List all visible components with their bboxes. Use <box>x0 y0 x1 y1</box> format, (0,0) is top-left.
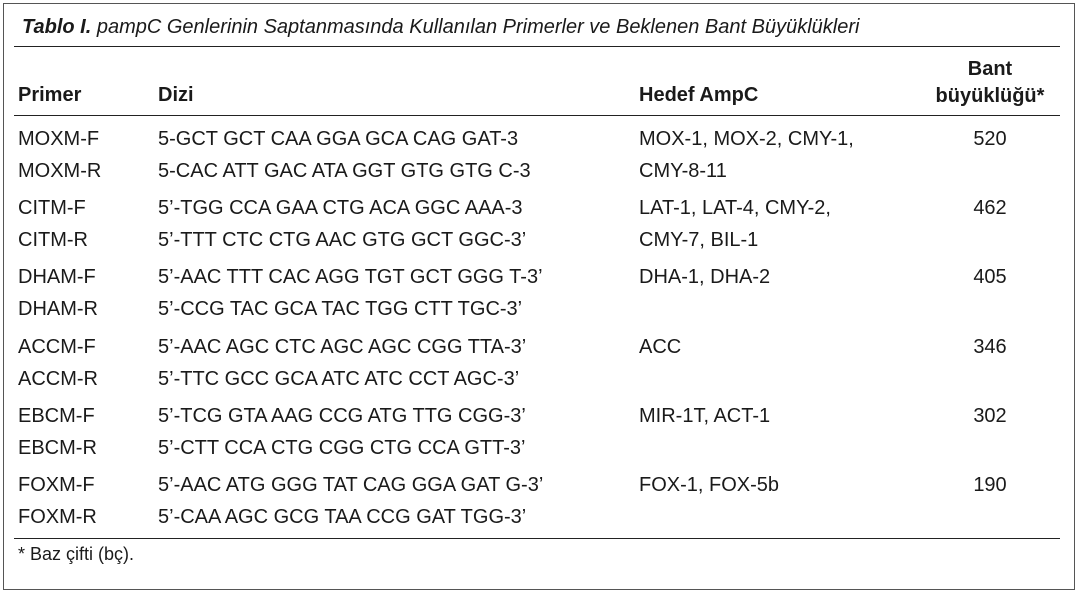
dizi-forward: 5’-TGG CCA GAA CTG ACA GGC AAA-3 <box>158 197 523 219</box>
table-row <box>0 400 1079 460</box>
table-row <box>0 331 1079 391</box>
hedef-line1: LAT-1, LAT-4, CMY-2, <box>639 197 831 219</box>
bant-cell: 405 <box>973 266 1007 288</box>
caption-text: pampC Genlerinin Saptanmasında Kullanılan Primerler ve Beklenen Bant Büyüklükleri <box>91 16 860 38</box>
hedef-line1: DHA-1, DHA-2 <box>639 266 771 288</box>
top-rule <box>14 46 1060 47</box>
table-row <box>0 261 1079 321</box>
primer-forward: FOXM-F <box>18 474 95 496</box>
primer-cell <box>18 469 97 533</box>
hedef-line1: ACC <box>639 336 682 358</box>
header-hedef: Hedef AmpC <box>639 84 759 106</box>
table-caption <box>22 16 859 39</box>
header-rule <box>14 115 1060 116</box>
primer-cell <box>18 400 97 464</box>
dizi-forward: 5’-TCG GTA AAG CCG ATG TTG CGG-3’ <box>158 405 526 427</box>
primer-reverse: MOXM-R <box>18 160 102 182</box>
table-row <box>0 192 1079 252</box>
hedef-line1: MOX-1, MOX-2, CMY-1, <box>639 128 854 150</box>
primer-reverse: EBCM-R <box>18 437 97 459</box>
hedef-line2: CMY-8-11 <box>639 160 727 182</box>
hedef-cell <box>639 331 681 363</box>
primer-forward: EBCM-F <box>18 405 95 427</box>
bant-cell: 190 <box>973 474 1007 496</box>
dizi-reverse: 5’-CTT CCA CTG CGG CTG CCA GTT-3’ <box>158 437 526 459</box>
hedef-cell <box>639 123 854 187</box>
primer-cell <box>18 331 98 395</box>
header-bant-line2: büyüklüğü* <box>935 85 1045 107</box>
hedef-line1: MIR-1T, ACT-1 <box>639 405 771 427</box>
dizi-reverse: 5-CAC ATT GAC ATA GGT GTG GTG C-3 <box>158 160 531 182</box>
dizi-reverse: 5’-CCG TAC GCA TAC TGG CTT TGC-3’ <box>158 298 523 320</box>
dizi-cell <box>158 469 543 533</box>
dizi-cell <box>158 331 526 395</box>
bottom-rule <box>14 538 1060 539</box>
primer-cell <box>18 261 98 325</box>
header-primer: Primer <box>18 84 82 106</box>
primer-reverse: ACCM-R <box>18 368 98 390</box>
hedef-cell <box>639 469 779 501</box>
hedef-cell <box>639 261 770 293</box>
hedef-cell <box>639 192 831 256</box>
dizi-forward: 5’-AAC TTT CAC AGG TGT GCT GGG T-3’ <box>158 266 543 288</box>
primer-cell <box>18 192 88 256</box>
primer-forward: CITM-F <box>18 197 86 219</box>
header-bant <box>920 56 1060 110</box>
caption-label: Tablo I. <box>22 16 92 38</box>
primer-cell <box>18 123 101 187</box>
primer-forward: MOXM-F <box>18 128 100 150</box>
hedef-cell <box>639 400 770 432</box>
bant-cell: 346 <box>973 336 1007 358</box>
primer-reverse: FOXM-R <box>18 506 97 528</box>
dizi-forward: 5-GCT GCT CAA GGA GCA CAG GAT-3 <box>158 128 519 150</box>
dizi-reverse: 5’-TTC GCC GCA ATC ATC CCT AGC-3’ <box>158 368 520 390</box>
dizi-forward: 5’-AAC ATG GGG TAT CAG GGA GAT G-3’ <box>158 474 544 496</box>
table-row <box>0 123 1079 183</box>
primer-reverse: DHAM-R <box>18 298 98 320</box>
dizi-cell <box>158 192 526 256</box>
bant-cell: 520 <box>973 128 1007 150</box>
dizi-forward: 5’-AAC AGC CTC AGC AGC CGG TTA-3’ <box>158 336 527 358</box>
primer-forward: ACCM-F <box>18 336 96 358</box>
bant-cell: 462 <box>973 197 1007 219</box>
primer-forward: DHAM-F <box>18 266 96 288</box>
hedef-line2: CMY-7, BIL-1 <box>639 229 759 251</box>
table-row <box>0 469 1079 529</box>
dizi-cell <box>158 261 543 325</box>
dizi-cell <box>158 400 526 464</box>
primer-reverse: CITM-R <box>18 229 88 251</box>
dizi-reverse: 5’-CAA AGC GCG TAA CCG GAT TGG-3’ <box>158 506 527 528</box>
header-dizi: Dizi <box>158 84 194 106</box>
hedef-line1: FOX-1, FOX-5b <box>639 474 780 496</box>
dizi-cell <box>158 123 531 187</box>
table-footnote: * Baz çifti (bç). <box>18 544 135 564</box>
bant-cell: 302 <box>973 405 1007 427</box>
dizi-reverse: 5’-TTT CTC CTG AAC GTG GCT GGC-3’ <box>158 229 527 251</box>
header-bant-line1: Bant <box>967 58 1013 80</box>
